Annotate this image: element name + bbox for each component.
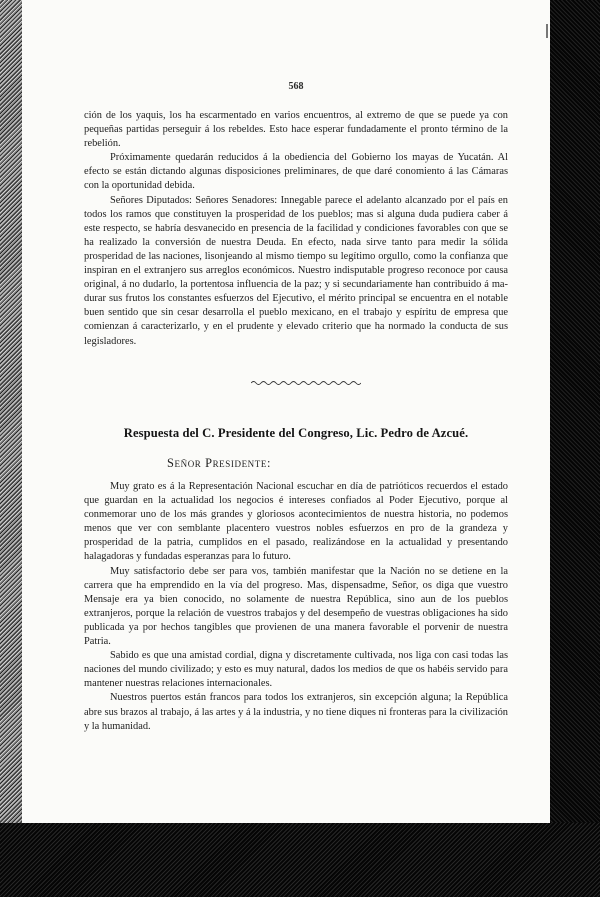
scan-left-edge [0,0,22,897]
intro-section [84,109,508,349]
page-number: 568 [288,81,304,92]
scan-right-margin [550,0,600,897]
paragraph: Muy satisfactorio debe ser para vos, también manifestar que la Nación no se detiene en la carrera que ha emprendido en la vía del progreso. Mas, dispensadme, Señor, os diga que vuestro Mensaje era ya bien conocido, no solamente de nuestra República, sino aun de los pueblos extranjeros, porque la relación de vuestros trabajos y del desempeño de vuestras obligaciones ha sido publicada ya por hechos tangibles que provienen de una manera favorable el porvenir de nuestra Patria. [84,565,508,648]
paragraph: Nuestros puertos están francos para todos los extranjeros, sin excepción alguna; la República abre sus brazos al trabajo, á las artes y á la industria, y no tiene diques ni fronteras para la civilización y la humanidad. [84,692,508,732]
paragraph: Señores Diputados: Señores Senadores: Innegable parece el adelanto alcanzado por el país en todos los ramos que constituyen la prosperidad de los pueblos; mas si alguna duda pudiera caber á este respecto, se habría desvanecido en presencia de la facilidad y condiciones favorables con que se ha realizado la conversión de nuestra Deuda. En efecto, nada sirve tanto para medir la sólida prosperidad de las naciones, lisonjeando al mismo tiempo su legítimo orgullo, como la confianza que inspiran en el extranjero sus arreglos económicos. Nuestro indisputable progreso reconoce por causa original, á no dudarlo, la portentosa influencia de la paz; y si secundariamente han contribuido á madurar sus frutos los constantes esfuerzos del Ejecutivo, el mérito principal se encuentra en el notable buen sentido que sin cesar desarrolla el pueblo mexicano, en el trabajo y espíritu de empresa que comienzan á caracterizarlo, y en el prudente y elevado criterio que ha normado la conducta de sus legisladores. [84,194,508,347]
scan-artifact-mark [546,24,548,38]
paragraph: Muy grato es á la Representación Nacional escuchar en día de patrióticos recuerdos el estado que guardan en la actualidad los negocios é intereses confiados al Poder Ejecutivo, porque al conmemorar uno de los más grandes y gloriosos acontecimientos de nuestra historia, no podemos menos que ver con semblante placentero vuestros nobles esfuerzos en pro de la grandeza y prosperidad de la patria, cumplidos en el pasado, realizándose en la actualidad y presentando halagadoras y fundadas esperanzas para lo futuro. [84,481,508,563]
paragraph: Sabido es que una amistad cordial, digna y discretamente cultivada, nos liga con casi todas las naciones del mundo civilizado; y esto es muy natural, dados los medios de que os habéis servido para mantener nuestras relaciones internacionales. [84,650,508,690]
scan-bottom-margin [0,823,600,897]
reply-section [84,480,508,734]
ornamental-divider [251,378,361,388]
paragraph: Próximamente quedarán reducidos á la obediencia del Gobierno los mayas de Yucatán. Al efecto se están dictando algunas disposiciones preliminares, de que daré conomiento á las Cámaras con la oportunidad debida. [84,152,508,192]
salutation: Señor Presidente: [167,456,272,470]
document-page [22,0,550,823]
section-heading: Respuesta del C. Presidente del Congreso, Lic. Pedro de Azcué. [123,426,469,440]
paragraph: ción de los yaquis, los ha escarmentado en varios encuentros, al extremo de que se puede ya con pequeñas partidas perseguir á los rebeldes. Esto hace esperar fundadamente el pronto término de la rebelión. [84,110,508,150]
